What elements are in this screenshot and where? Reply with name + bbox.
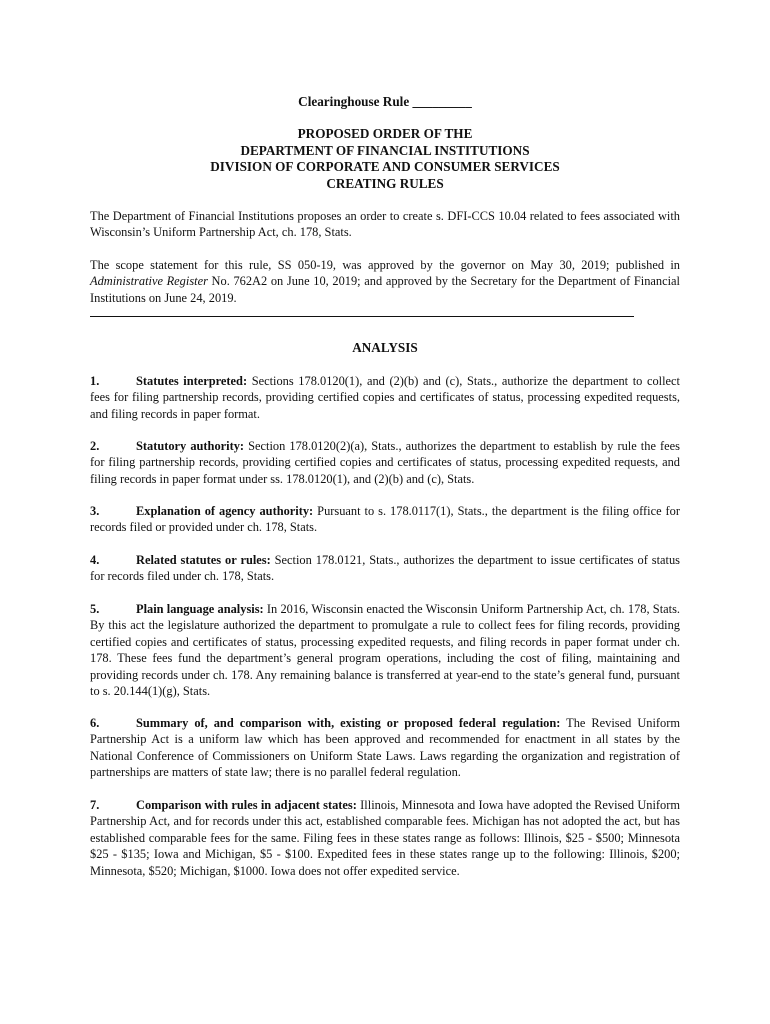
document-title <box>0 126 770 192</box>
section-text: Sections 178.0120(1), and (2)(b) and (c), Stats., authorize the department to collect fees for filing partnership records, providing certified copies and certificates of status, processing expedited requests, and filing records in paper format. <box>90 374 680 421</box>
section-heading: Explanation of agency authority: <box>136 504 314 518</box>
section-3 <box>90 503 680 536</box>
section-text: Illinois, Minnesota and Iowa have adopted the Revised Uniform Partnership Act, and for records under this act, established comparable fees. Michigan has not adopted the act, but has established comparable fees for the same. Filing fees in these states range as follows: Illinois, $25 - $500; Minnesota $25 - $135; Iowa and Michigan, $5 - $100. Expedited fees in these states range up to the following: Illinois, $200; Minnesota, $520; Michigan, $1000. Iowa does not offer expedited service. <box>90 798 680 878</box>
section-1 <box>90 373 680 422</box>
section-number: 1. <box>90 374 100 388</box>
section-text: The Revised Uniform Partnership Act is a uniform law which has been approved and recommended for enactment in all states by the National Conference of Commissioners on Uniform State Laws. Laws regarding the organization and registration of partnerships are matters of state law; there is no parallel federal regulation. <box>90 716 680 780</box>
section-heading: Statutory authority: <box>136 439 245 453</box>
title-line-2: DEPARTMENT OF FINANCIAL INSTITUTIONS <box>240 142 530 158</box>
intro-paragraph: The Department of Financial Institutions proposes an order to create s. DFI-CCS 10.04 related to fees associated with Wisconsin’s Uniform Partnership Act, ch. 178, Stats. <box>90 209 680 240</box>
section-text: Section 178.0120(2)(a), Stats., authorizes the department to establish by rule the fees for filing partnership records, providing certified copies and certificates of status, processing expedited requests, and filing records in paper format under ss. 178.0120(1), and (2)(b) and (c), Stats. <box>90 439 680 486</box>
title-line-3: DIVISION OF CORPORATE AND CONSUMER SERVICES <box>210 159 560 174</box>
section-heading: Statutes interpreted: <box>136 374 248 388</box>
section-text: Pursuant to s. 178.0117(1), Stats., the department is the filing office for records filed or provided under ch. 178, Stats. <box>90 504 681 535</box>
scope-text-a: The scope statement for this rule, SS 050-19, was approved by the governor on May 30, 2019; published in <box>90 258 680 272</box>
section-number: 7. <box>90 798 100 812</box>
analysis-heading: ANALYSIS <box>352 340 418 355</box>
section-text: Section 178.0121, Stats., authorizes the department to issue certificates of status for records filed under ch. 178, Stats. <box>90 553 680 584</box>
scope-text-italic: Administrative Register <box>90 274 208 289</box>
section-5 <box>90 601 680 699</box>
section-number: 4. <box>90 553 100 567</box>
title-line-1: PROPOSED ORDER OF THE <box>297 126 473 141</box>
section-2 <box>90 438 680 487</box>
section-number: 6. <box>90 716 100 730</box>
scope-statement-paragraph <box>90 257 680 306</box>
section-text: In 2016, Wisconsin enacted the Wisconsin Uniform Partnership Act, ch. 178, Stats. By this act the legislature authorized the department to promulgate a rule to collect fees for filing records, providing certified copies and certificates of status, processing expedited requests, and filing records in paper format under ch. 178. These fees fund the department’s general program operations, including the cost of filing, maintaining and providing records under ch. 178. Any remaining balance is transferred at year-end to the state’s general fund, pursuant to s. 20.144(1)(g), Stats. <box>90 602 681 699</box>
section-number: 5. <box>90 602 100 616</box>
scope-text-b: No. 762A2 on June 10, 2019; and approved by the Secretary for the Department of Financial Institutions on June 24, 2019. <box>90 274 680 305</box>
section-7 <box>90 797 680 879</box>
section-number: 3. <box>90 504 100 518</box>
section-6 <box>90 715 680 781</box>
horizontal-divider <box>90 316 634 317</box>
section-4 <box>90 552 680 585</box>
section-heading: Related statutes or rules: <box>136 553 271 567</box>
section-heading: Summary of, and comparison with, existing or proposed federal regulation: <box>136 716 561 730</box>
section-heading: Plain language analysis: <box>136 602 264 616</box>
section-heading: Comparison with rules in adjacent states: <box>136 798 357 812</box>
section-number: 2. <box>90 439 100 453</box>
clearinghouse-rule-line: Clearinghouse Rule _________ <box>298 94 472 109</box>
title-line-4: CREATING RULES <box>326 175 444 191</box>
